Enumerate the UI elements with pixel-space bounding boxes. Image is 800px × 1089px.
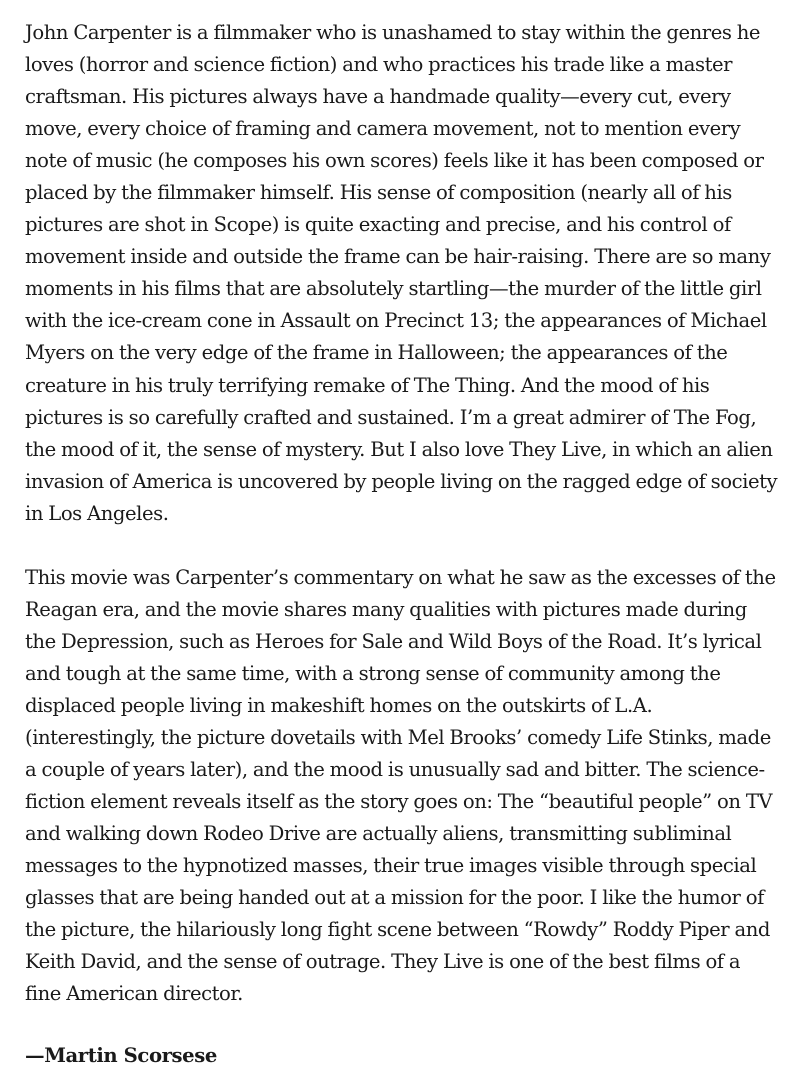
essay-paragraph-1: John Carpenter is a filmmaker who is unashamed to stay within the genres he loves (horror and science fiction) and who practices his trade like a master craftsman. His pictures always have a handmade quality—every cut, every move, every choice of framing and camera movement, not to mention every note of music (he composes his own scores) feels like it has been composed or placed by the filmmaker himself. His sense of composition (nearly all of his pictures are shot in Scope) is quite exacting and precise, and his control of movement inside and outside the frame can be hair-raising. There are so many moments in his films that are absolutely startling—the murder of the little girl with the ice-cream cone in Assault on Precinct 13; the appearances of Michael Myers on the very edge of the frame in Halloween; the appearances of the creature in his truly terrifying remake of The Thing. And the mood of his pictures is so carefully crafted and sustained. I’m a great admirer of The Fog, the mood of it, the sense of mystery. But I also love They Live, in which an alien invasion of America is uncovered by people living on the ragged edge of society in Los Angeles. bbox=[25, 21, 778, 525]
author-signature: —Martin Scorsese bbox=[25, 1044, 217, 1067]
essay-paragraph-2: This movie was Carpenter’s commentary on what he saw as the excesses of the Reagan era, and the movie shares many qualities with pictures made during the Depression, such as Heroes for Sale and Wild Boys of the Road. It’s lyrical and tough at the same time, with a strong sense of community among the displaced people living in makeshift homes on the outskirts of L.A. (interestingly, the picture dovetails with Mel Brooks’ comedy Life Stinks, made a couple of years later), and the mood is unusually sad and bitter. The science-fiction element reveals itself as the story goes on: The “beautiful people” on TV and walking down Rodeo Drive are actually aliens, transmitting subliminal messages to the hypnotized masses, their true images visible through special glasses that are being handed out at a mission for the poor. I like the humor of the picture, the hilariously long fight scene between “Rowdy” Roddy Piper and Keith David, and the sense of outrage. They Live is one of the best films of a fine American director. bbox=[25, 565, 776, 1006]
essay-body bbox=[25, 17, 780, 1010]
